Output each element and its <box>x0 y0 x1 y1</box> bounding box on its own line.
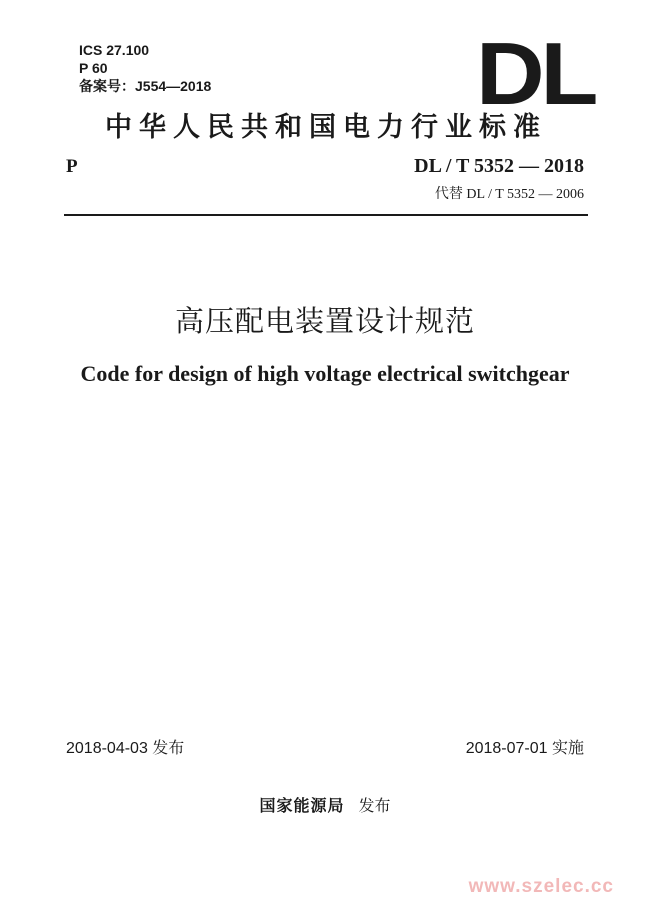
publisher-action: 发布 <box>358 796 391 815</box>
standard-class-letter: P <box>66 156 78 177</box>
publisher-organization: 国家能源局 <box>259 796 345 815</box>
site-watermark: www.szelec.cc <box>468 876 614 897</box>
industry-standard-title: 中华人民共和国电力行业标准 <box>105 112 547 143</box>
document-title-english: Code for design of high voltage electrical switchgear <box>80 361 570 386</box>
ics-code: ICS 27.100 <box>79 42 150 58</box>
document-title-chinese: 高压配电装置设计规范 <box>174 304 475 338</box>
standard-number: DL / T 5352 — 2018 <box>414 155 584 177</box>
classification-code: P 60 <box>79 60 108 76</box>
dl-logo: DL <box>476 24 595 123</box>
issue-date: 2018-04-03 发布 <box>66 740 185 757</box>
record-number: 备案号：J554—2018 <box>79 78 212 94</box>
replaced-standard: 代替 DL / T 5352 — 2006 <box>434 187 584 202</box>
implementation-date: 2018-07-01 实施 <box>465 740 584 757</box>
header-divider <box>64 214 588 216</box>
publisher-line <box>0 795 650 817</box>
